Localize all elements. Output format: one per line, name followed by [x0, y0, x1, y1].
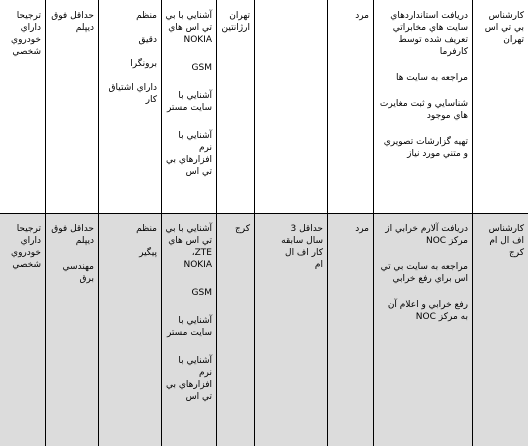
duties-item: شناسايي و ثبت مغايرت هاي موجود	[379, 99, 468, 121]
column-divider	[98, 0, 99, 446]
column-divider	[161, 0, 162, 446]
skills-item: آشنايي با سايت مستر	[166, 91, 212, 113]
cell-location	[216, 213, 254, 446]
education-item: حداقل فوق ديپلم	[51, 11, 94, 33]
cell-skills	[161, 0, 216, 213]
education-item: حداقل فوق ديپلم	[51, 224, 94, 246]
column-divider	[472, 0, 473, 446]
duties-item: رفع خرابي و اعلام آن به مرکز NOC	[387, 300, 468, 322]
cell-education	[45, 213, 98, 446]
cell-duties	[373, 213, 472, 446]
duties-item: مراجعه به سايت بي تي اس براي رفع خرابي	[380, 262, 468, 284]
gender-text: مرد	[355, 224, 369, 234]
row-divider	[0, 213, 528, 214]
traits-item: دقيق	[138, 35, 157, 45]
column-divider	[373, 0, 374, 446]
skills-item: GSM	[191, 63, 212, 73]
cell-job-title	[472, 213, 528, 446]
preference-text: ترجيحا داراي خودروي شخصي	[11, 11, 41, 57]
column-divider	[45, 0, 46, 446]
skills-item: آشنايي با بي تي اس هاي ZTE، NOKIA	[165, 224, 212, 270]
gender-text: مرد	[355, 11, 369, 21]
traits-item: منظم	[136, 11, 157, 21]
preference-text: ترجيحا داراي خودروي شخصي	[11, 224, 41, 270]
cell-preference	[0, 213, 45, 446]
cell-preference	[0, 0, 45, 213]
skills-item: آشنايي با نرم افزارهاي بي تي اس	[165, 131, 212, 177]
duties-item: دريافت آلارم خرابي از مرکز NOC	[385, 224, 468, 246]
education-item: مهندسي برق	[62, 262, 94, 284]
duties-item: دريافت استانداردهاي سايت هاي مخابراتي تعريف شده توسط کارفرما	[390, 11, 468, 57]
cell-gender	[327, 0, 373, 213]
experience-text: حداقل 3 سال سابقه کار اف ال ام	[281, 224, 323, 270]
skills-item: GSM	[191, 288, 212, 298]
table-row	[0, 213, 528, 446]
cell-traits	[98, 213, 161, 446]
location-text: تهران ارژانتين	[221, 11, 250, 33]
cell-gender	[327, 213, 373, 446]
cell-traits	[98, 0, 161, 213]
job-title-text: کارشناس اف ال ام کرج	[488, 224, 524, 258]
skills-item: آشنايي با بي تي اس هاي NOKIA	[165, 11, 212, 45]
duties-item: مراجعه به سايت ها	[395, 73, 468, 83]
cell-location	[216, 0, 254, 213]
cell-education	[45, 0, 98, 213]
location-text: کرج	[234, 224, 250, 234]
traits-item: پيگير	[139, 248, 157, 258]
cell-experience	[254, 213, 327, 446]
traits-item: منظم	[136, 224, 157, 234]
cell-job-title	[472, 0, 528, 213]
cell-duties	[373, 0, 472, 213]
cell-skills	[161, 213, 216, 446]
column-divider	[216, 0, 217, 446]
skills-item: آشنايي با نرم افزارهاي بي تي اس	[165, 356, 212, 402]
skills-item: آشنايي با سايت مستر	[166, 316, 212, 338]
duties-item: تهيه گزارشات تصويري و متني مورد نياز	[383, 137, 468, 159]
cell-experience	[254, 0, 327, 213]
traits-item: برونگرا	[130, 59, 157, 69]
traits-item: داراي اشتياق کار	[108, 83, 157, 105]
job-title-text: کارشناس بي تي اس تهران	[484, 11, 524, 45]
column-divider	[254, 0, 255, 446]
table-row	[0, 0, 528, 213]
column-divider	[327, 0, 328, 446]
